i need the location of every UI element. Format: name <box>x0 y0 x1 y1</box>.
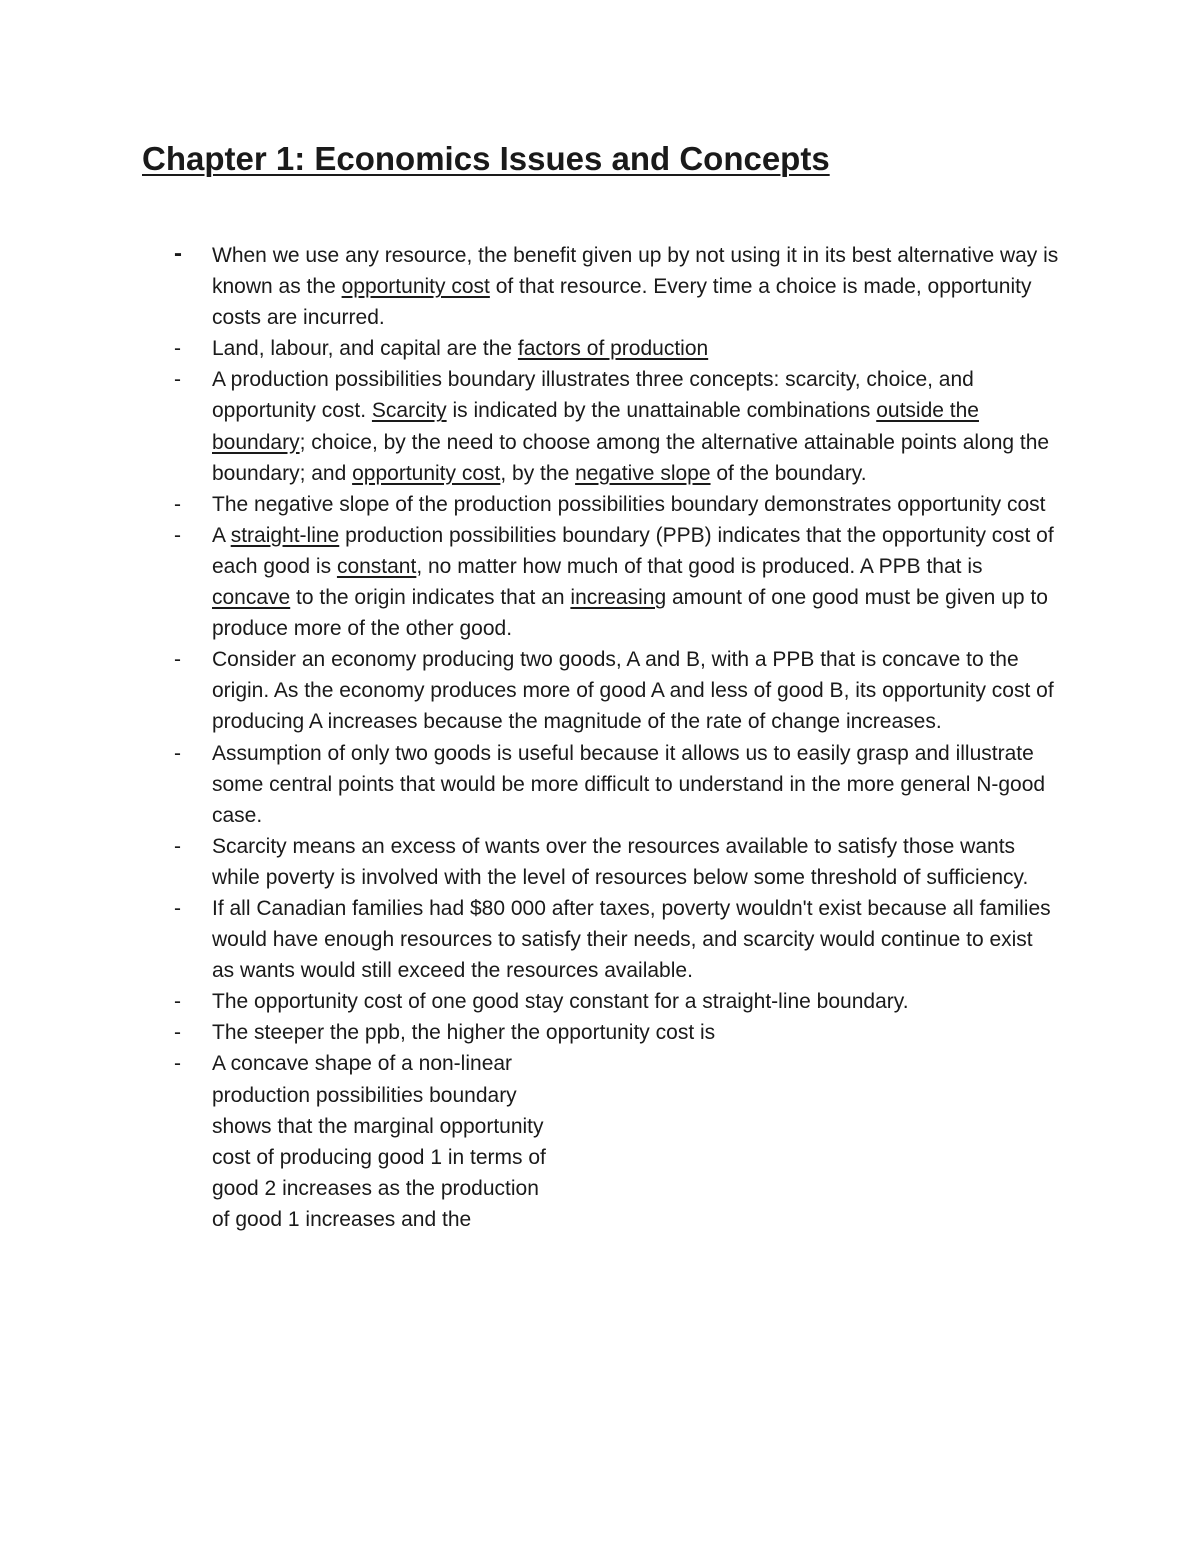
list-item <box>0 520 1060 644</box>
item-text: When we use any resource, the benefit given up by not using it in its best alternative way is known as the opportunity cost of that resource. Every time a choice is made, opportunity costs are incurred. <box>212 244 1059 330</box>
bullet-dash: - <box>174 492 181 516</box>
bullet-dash: - <box>174 368 181 392</box>
list-item <box>0 986 1060 1017</box>
item-text: The steeper the ppb, the higher the opportunity cost is <box>212 1021 716 1045</box>
bullet-dash: - <box>174 741 181 765</box>
underlined-term: straight-line <box>230 523 340 547</box>
bullet-dash: - <box>174 523 181 547</box>
underlined-term: negative slope <box>575 461 711 485</box>
underlined-term: opportunity cost <box>341 275 490 299</box>
underlined-term: Scarcity <box>371 399 447 423</box>
underlined-term: outside the boundary <box>212 399 979 454</box>
list-item <box>0 644 1060 737</box>
underlined-term: constant <box>336 554 417 578</box>
list-item <box>0 738 1060 831</box>
item-text: The negative slope of the production possibilities boundary demonstrates opportunity cost <box>212 492 1046 516</box>
underlined-term: increasing <box>570 586 667 610</box>
item-text: Assumption of only two goods is useful because it allows us to easily grasp and illustrate some central points that would be more difficult to understand in the more general N-good case. <box>212 741 1046 827</box>
list-item <box>0 364 1060 488</box>
item-text: A concave shape of a non-linear production possibilities boundary shows that the marginal opportunity cost of producing good 1 in terms of good 2 increases as the production of good 1 increases and the <box>212 1052 546 1231</box>
list-item <box>0 893 1060 986</box>
notes-list <box>0 240 1200 1235</box>
item-text: Scarcity means an excess of wants over the resources available to satisfy those wants while poverty is involved with the level of resources below some threshold of sufficiency. <box>212 834 1029 889</box>
list-item <box>0 333 1060 364</box>
item-text: Land, labour, and capital are the factors of production <box>212 337 709 361</box>
list-item <box>0 831 1060 893</box>
bullet-dash: - <box>174 648 181 672</box>
underlined-term: factors of production <box>517 337 709 361</box>
list-item <box>0 1017 1060 1048</box>
item-text: The opportunity cost of one good stay constant for a straight-line boundary. <box>212 990 909 1014</box>
bullet-dash: - <box>174 240 182 267</box>
item-text: A production possibilities boundary illustrates three concepts: scarcity, choice, and opportunity cost. Scarcity is indicated by the unattainable combinations outside the boundary; choice, by the need to choose among the alternative attainable points along the boundary; and opportunity cost, by the negative slope of the boundary. <box>212 368 1050 485</box>
underlined-term: concave <box>212 586 291 610</box>
bullet-dash: - <box>174 337 181 361</box>
bullet-dash: - <box>174 896 181 920</box>
list-item <box>0 1048 560 1235</box>
bullet-dash: - <box>174 990 181 1014</box>
item-text: If all Canadian families had $80 000 after taxes, poverty wouldn't exist because all families would have enough resources to satisfy their needs, and scarcity would continue to exist as wants would still exceed the resources available. <box>212 896 1051 983</box>
item-text: A straight-line production possibilities boundary (PPB) indicates that the opportunity cost of each good is constant, no matter how much of that good is produced. A PPB that is concave to the origin indicates that an increasing amount of one good must be given up to produce more of the other good. <box>212 523 1054 641</box>
underlined-term: opportunity cost <box>352 461 501 485</box>
chapter-title: Chapter 1: Economics Issues and Concepts <box>142 140 830 177</box>
item-text: Consider an economy producing two goods, A and B, with a PPB that is concave to the origin. As the economy produces more of good A and less of good B, its opportunity cost of producing A increases because the magnitude of the rate of change increases. <box>212 648 1054 734</box>
list-item <box>0 240 1060 333</box>
bullet-dash: - <box>174 834 181 858</box>
bullet-dash: - <box>174 1052 181 1076</box>
bullet-dash: - <box>174 1021 181 1045</box>
list-item <box>0 489 1060 520</box>
